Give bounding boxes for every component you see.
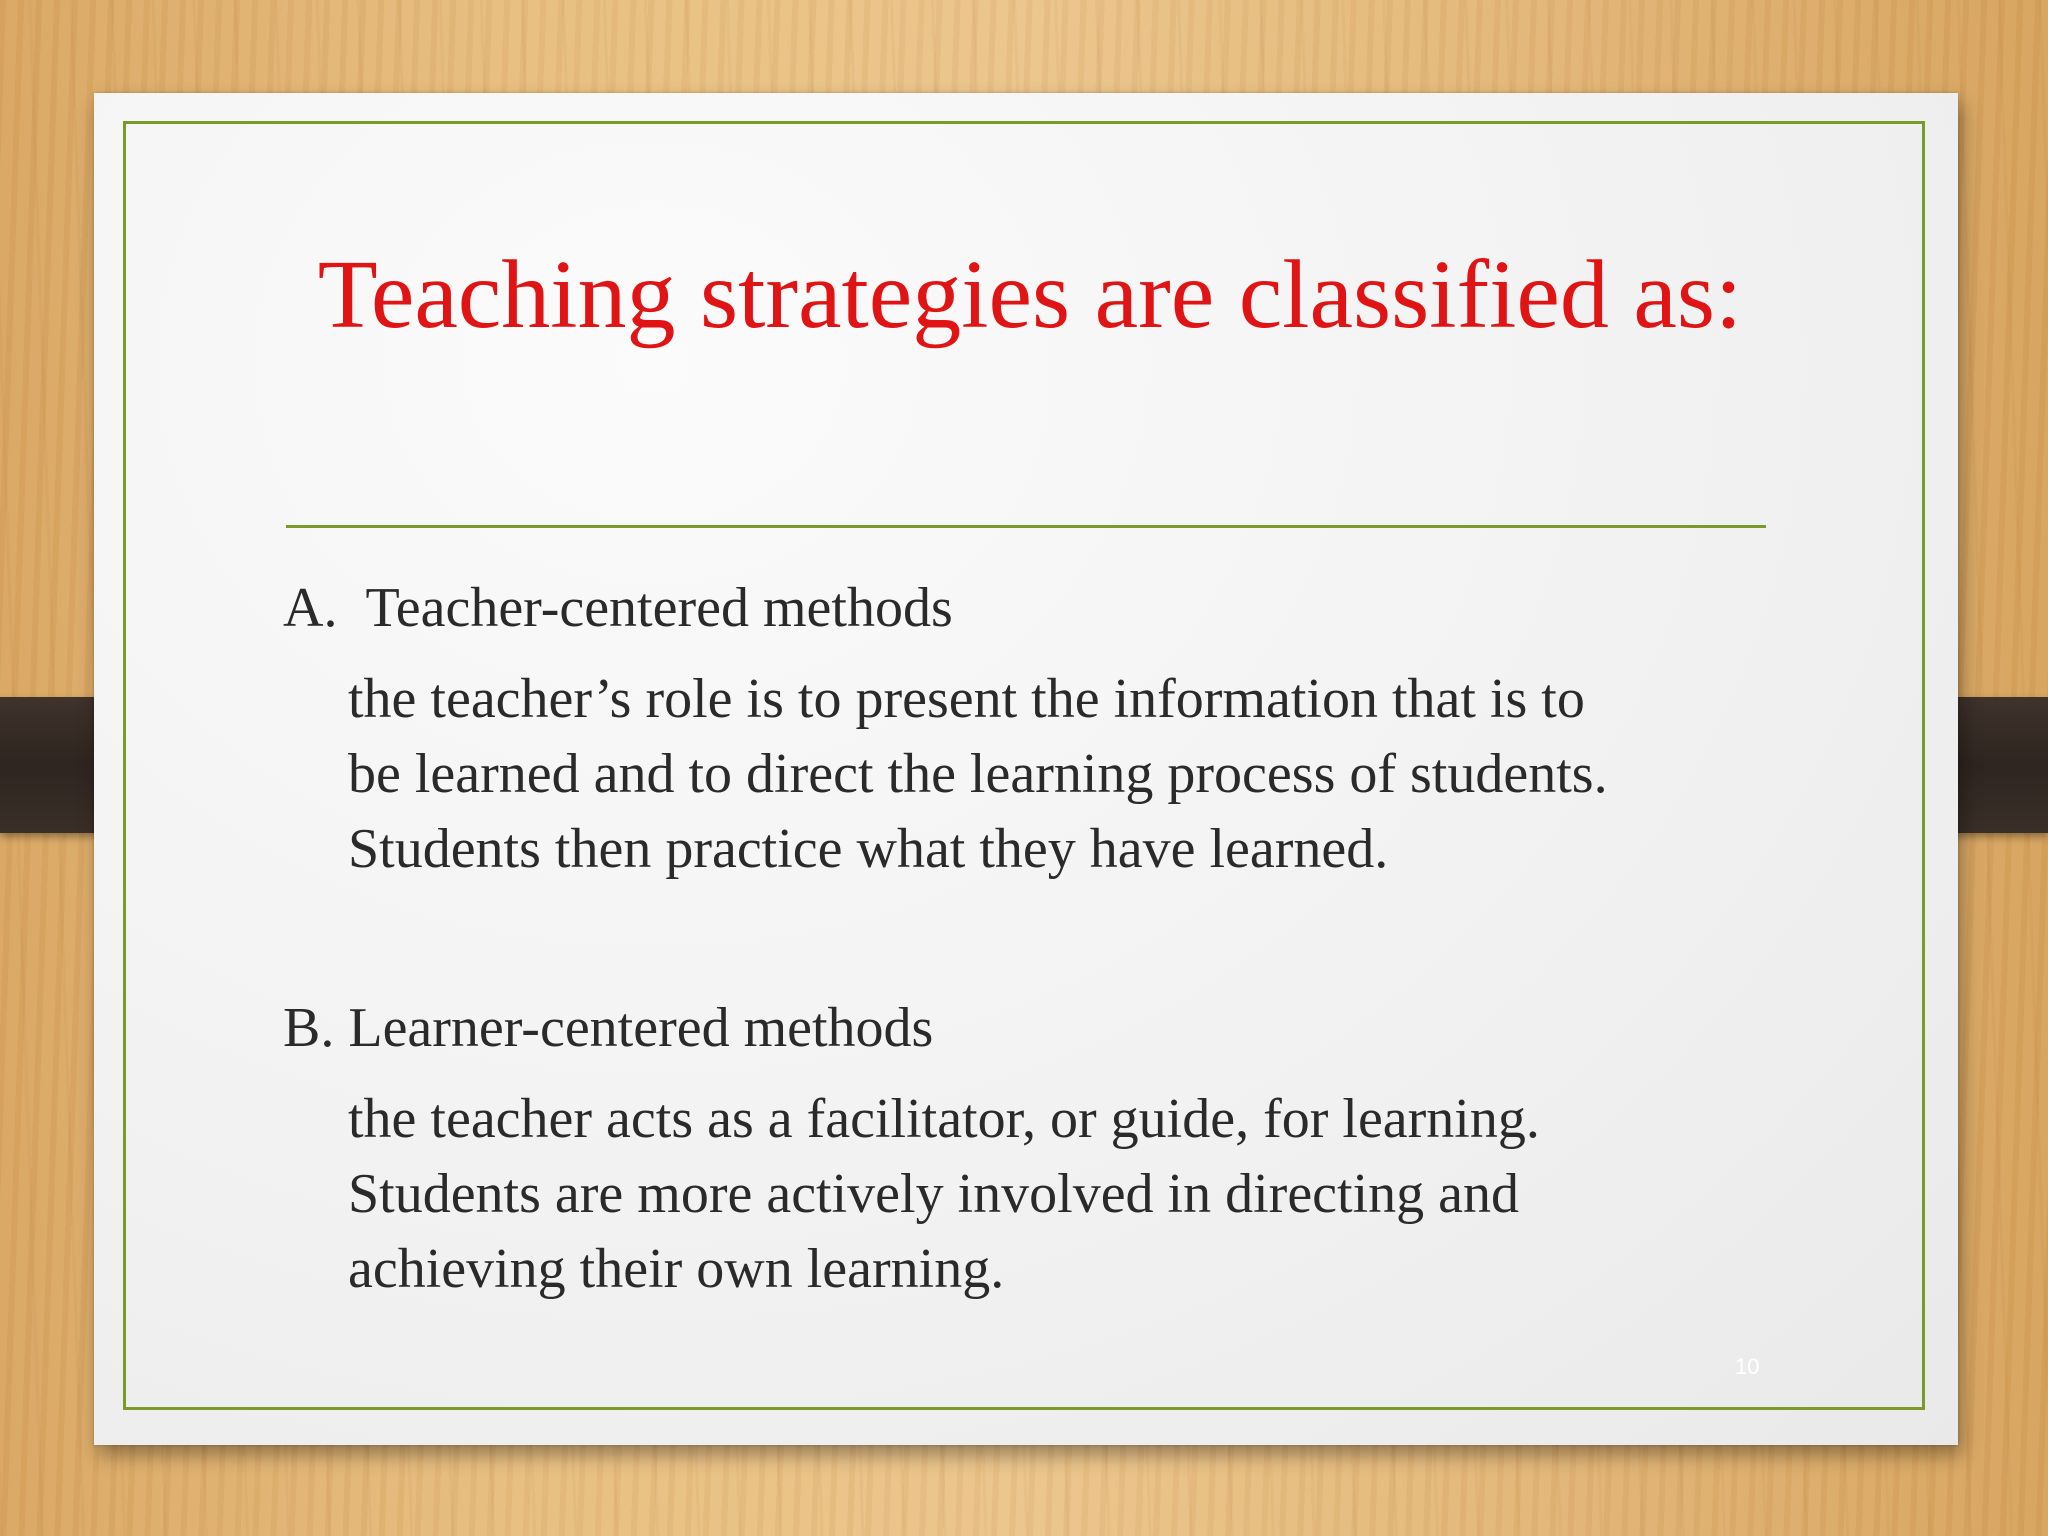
section-b-description (348, 1082, 1768, 1307)
slide-title: Teaching strategies are classified as: (317, 241, 1743, 349)
section-a-line-1: the teacher’s role is to present the information that is to (348, 668, 1585, 730)
section-a-line-3: Students then practice what they have learned. (348, 818, 1389, 880)
slide-number: 10 (1735, 1354, 1760, 1379)
section-a-line-2: be learned and to direct the learning process of students. (348, 743, 1608, 805)
section-b-line-3: achieving their own learning. (348, 1238, 1005, 1300)
title-divider (286, 525, 1766, 528)
section-b-line-1: the teacher acts as a facilitator, or guide, for learning. (348, 1088, 1540, 1150)
section-a-title: Teacher-centered methods (365, 577, 953, 639)
section-b-line-2: Students are more actively involved in directing and (348, 1163, 1519, 1225)
section-b-marker: B. (283, 997, 335, 1059)
section-a-marker: A. (283, 577, 338, 639)
section-a-description (348, 662, 1768, 887)
section-a-heading (283, 573, 953, 643)
section-b-heading (283, 993, 933, 1063)
section-b-title: Learner-centered methods (348, 997, 934, 1059)
